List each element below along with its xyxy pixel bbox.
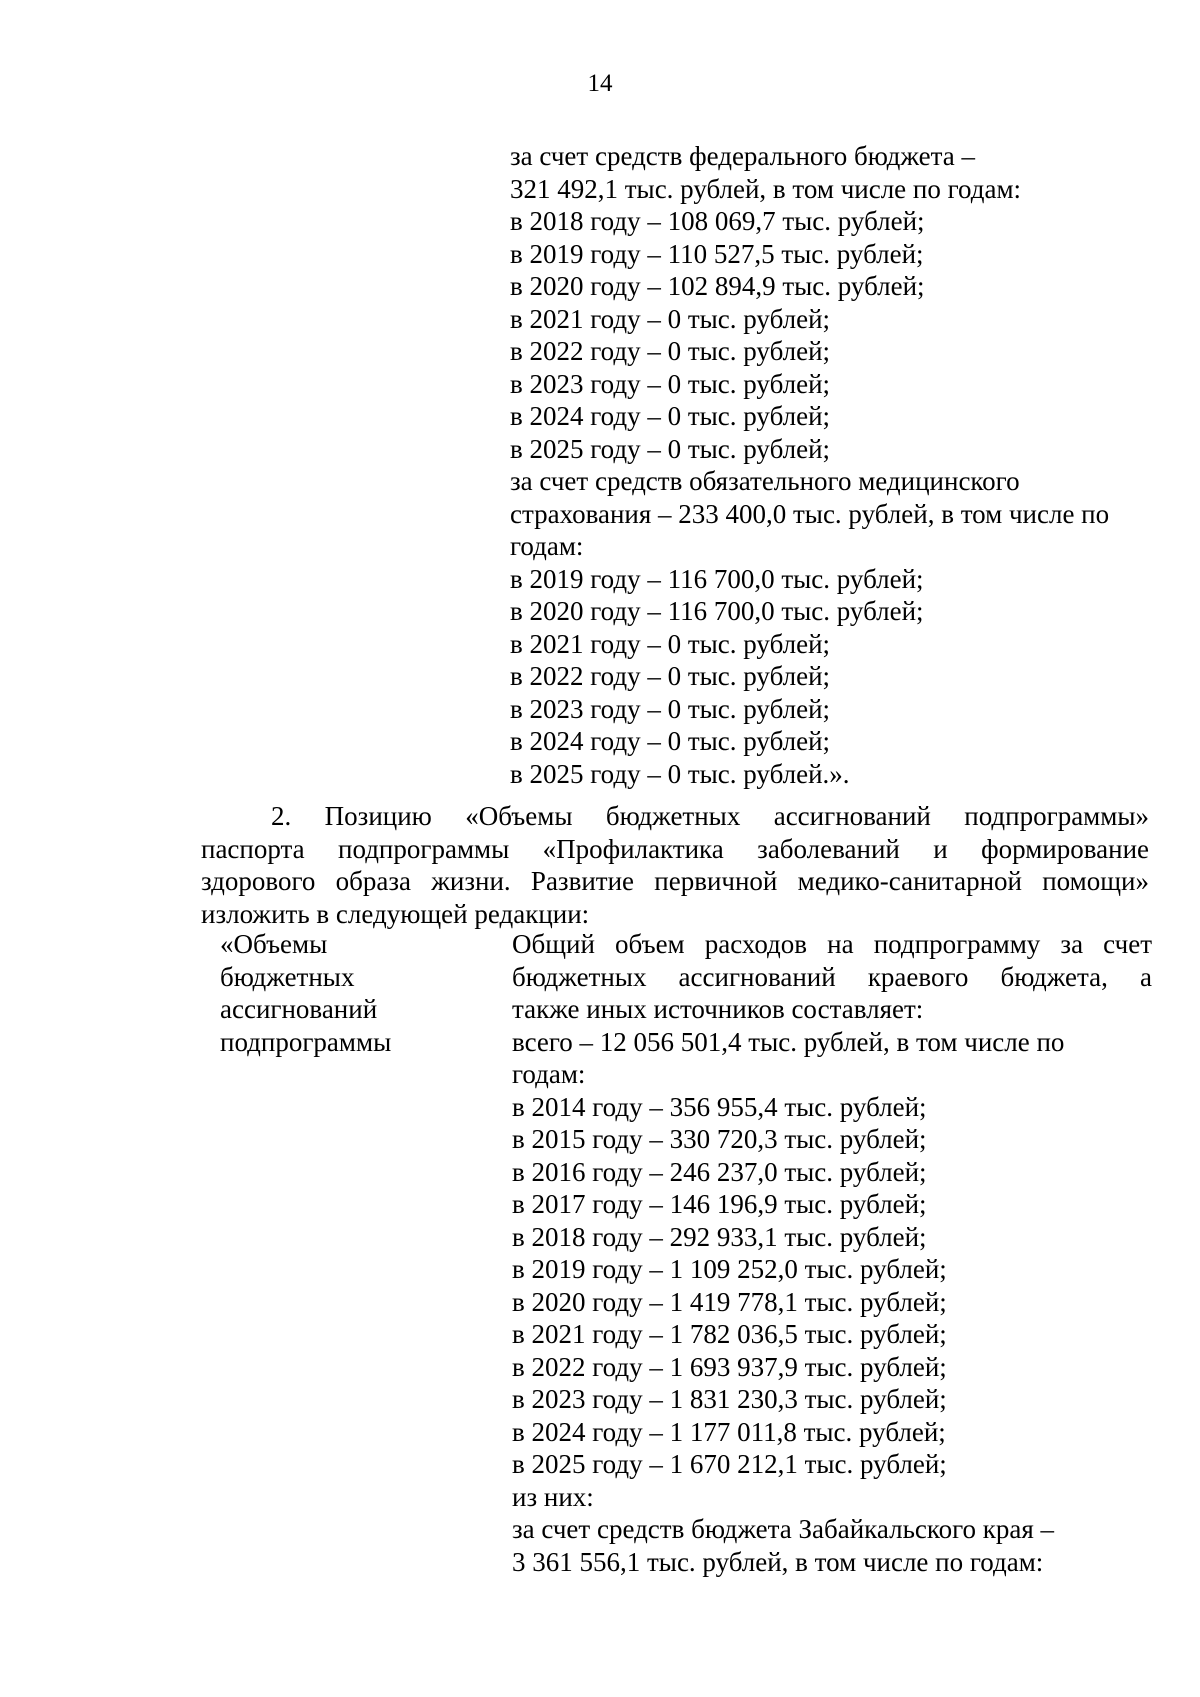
content-line: в 2024 году – 1 177 011,8 тыс. рублей; <box>512 1416 946 1447</box>
text-line: в 2019 году – 110 527,5 тыс. рублей; <box>510 238 924 269</box>
content-line: Общий объем расходов на подпрограмму за счет <box>512 929 1152 959</box>
content-line: в 2025 году – 1 670 212,1 тыс. рублей; <box>512 1449 947 1479</box>
content-line: в 2023 году – 1 831 230,3 тыс. рублей; <box>512 1384 947 1414</box>
text-line: 321 492,1 тыс. рублей, в том числе по годам: <box>510 173 1022 204</box>
text-line: страхования – 233 400,0 тыс. рублей, в том числе по <box>510 498 1110 529</box>
content-line: в 2017 году – 146 196,9 тыс. рублей; <box>512 1189 927 1219</box>
funding-continuation-block <box>510 140 1150 790</box>
position-content-column <box>512 928 1152 1578</box>
position-label-line: подпрограммы <box>220 1026 392 1057</box>
content-line: в 2020 году – 1 419 778,1 тыс. рублей; <box>512 1286 947 1317</box>
content-line: в 2014 году – 356 955,4 тыс. рублей; <box>512 1091 927 1122</box>
paragraph-line: 2. Позицию «Объемы бюджетных ассигнований подпрограммы» <box>271 801 1149 831</box>
text-line: в 2022 году – 0 тыс. рублей; <box>510 661 831 691</box>
page-number: 14 <box>587 70 613 97</box>
text-line: за счет средств федерального бюджета – <box>510 141 975 171</box>
content-line: в 2015 году – 330 720,3 тыс. рублей; <box>512 1124 927 1154</box>
text-line: в 2024 году – 0 тыс. рублей; <box>510 726 831 756</box>
content-line: всего – 12 056 501,4 тыс. рублей, в том числе по <box>512 1026 1065 1057</box>
text-line: в 2021 году – 0 тыс. рублей; <box>510 303 831 334</box>
content-line: 3 361 556,1 тыс. рублей, в том числе по годам: <box>512 1546 1044 1577</box>
content-line: за счет средств бюджета Забайкальского края – <box>512 1514 1055 1544</box>
text-line: в 2025 году – 0 тыс. рублей.». <box>510 758 850 789</box>
content-line: в 2018 году – 292 933,1 тыс. рублей; <box>512 1221 927 1252</box>
position-label-line: бюджетных <box>220 961 355 992</box>
position-label-line: «Объемы <box>220 929 328 959</box>
text-line: в 2023 году – 0 тыс. рублей; <box>510 368 831 399</box>
text-line: в 2020 году – 116 700,0 тыс. рублей; <box>510 596 924 626</box>
content-line: в 2019 году – 1 109 252,0 тыс. рублей; <box>512 1254 947 1284</box>
text-line: в 2022 году – 0 тыс. рублей; <box>510 336 831 366</box>
amendment-paragraph <box>201 800 1149 930</box>
text-line: в 2021 году – 0 тыс. рублей; <box>510 628 831 659</box>
text-line: в 2019 году – 116 700,0 тыс. рублей; <box>510 563 924 594</box>
paragraph-line: изложить в следующей редакции: <box>201 898 590 929</box>
content-line: также иных источников составляет: <box>512 994 924 1024</box>
paragraph-line: здорового образа жизни. Развитие первичной медико-санитарной помощи» <box>201 866 1149 896</box>
position-label-line: ассигнований <box>220 994 378 1024</box>
text-line: годам: <box>510 531 584 561</box>
content-line: в 2022 году – 1 693 937,9 тыс. рублей; <box>512 1351 947 1382</box>
content-line: в 2021 году – 1 782 036,5 тыс. рублей; <box>512 1319 947 1349</box>
content-line: годам: <box>512 1059 586 1089</box>
text-line: за счет средств обязательного медицинского <box>510 466 1020 496</box>
position-label-column <box>220 928 500 1058</box>
content-line: бюджетных ассигнований краевого бюджета, а <box>512 961 1152 992</box>
paragraph-line: паспорта подпрограммы «Профилактика заболеваний и формирование <box>201 833 1149 864</box>
content-line: из них: <box>512 1481 594 1512</box>
text-line: в 2023 году – 0 тыс. рублей; <box>510 693 831 724</box>
text-line: в 2024 году – 0 тыс. рублей; <box>510 401 831 431</box>
text-line: в 2025 году – 0 тыс. рублей; <box>510 433 831 464</box>
text-line: в 2018 году – 108 069,7 тыс. рублей; <box>510 206 925 236</box>
text-line: в 2020 году – 102 894,9 тыс. рублей; <box>510 271 925 301</box>
content-line: в 2016 году – 246 237,0 тыс. рублей; <box>512 1156 927 1187</box>
